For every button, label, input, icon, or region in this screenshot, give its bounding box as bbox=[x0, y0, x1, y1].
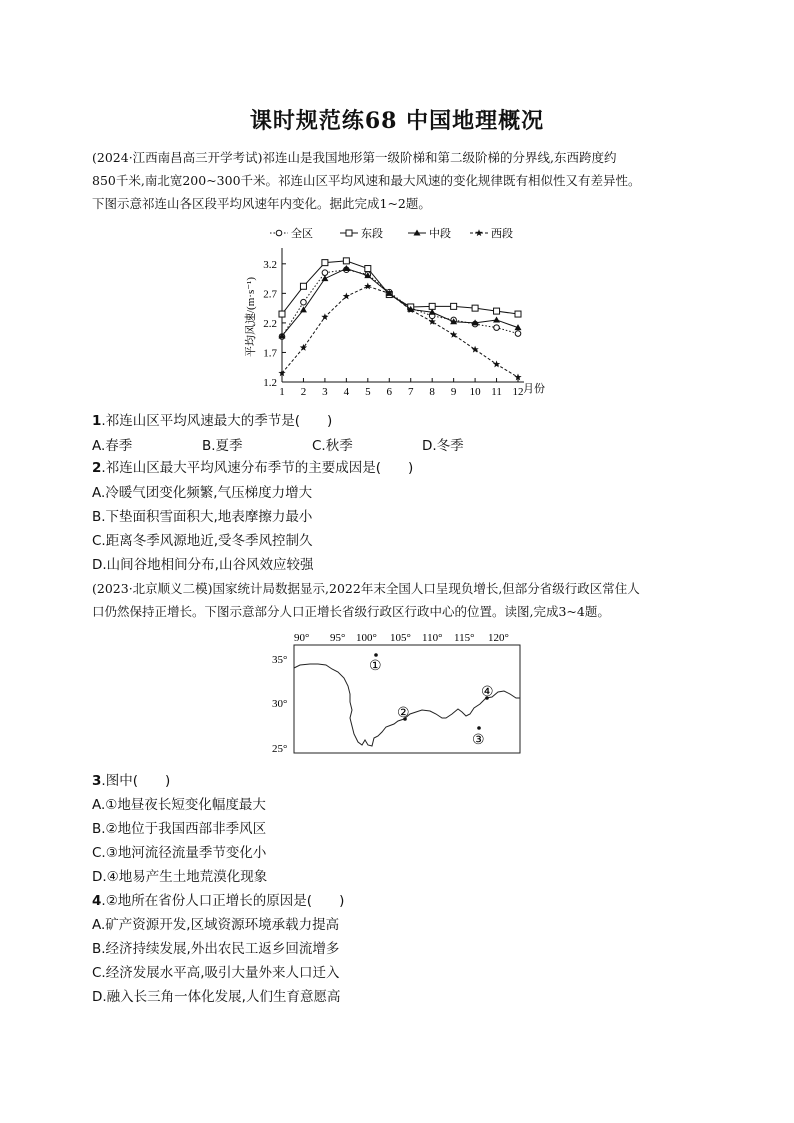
option-c[interactable]: C.距离冬季风源地近,受冬季风控制久 bbox=[92, 533, 313, 549]
point-3-marker bbox=[477, 726, 481, 730]
legend-item bbox=[340, 227, 383, 240]
china-map bbox=[266, 628, 526, 766]
y-tick-label: 3.2 bbox=[263, 258, 277, 271]
point-3-label: ③ bbox=[472, 733, 485, 748]
option-b[interactable]: B.②地位于我国西部非季风区 bbox=[92, 821, 267, 837]
point-2-label: ② bbox=[397, 706, 410, 721]
option-b[interactable]: B.下垫面积雪面积大,地表摩擦力最小 bbox=[92, 509, 313, 525]
lon-label: 90° bbox=[294, 632, 310, 644]
data-point bbox=[472, 305, 478, 311]
chart-axes bbox=[263, 248, 524, 398]
data-point bbox=[346, 230, 352, 236]
lat-label: 30° bbox=[272, 698, 288, 710]
data-point bbox=[321, 313, 328, 320]
data-point bbox=[321, 275, 328, 281]
x-tick-label: 9 bbox=[450, 386, 457, 398]
data-point bbox=[515, 331, 521, 337]
data-point bbox=[451, 303, 457, 309]
intro-paragraph-1 bbox=[92, 146, 702, 215]
question-number: 1 bbox=[92, 413, 102, 429]
lon-label: 110° bbox=[422, 632, 443, 644]
option-a[interactable]: A.春季 bbox=[92, 438, 133, 454]
data-point bbox=[429, 303, 435, 309]
x-tick-label: 12 bbox=[512, 386, 524, 398]
option-d[interactable]: D.冬季 bbox=[422, 438, 464, 454]
option-b[interactable]: B.夏季 bbox=[202, 438, 243, 454]
data-point bbox=[364, 282, 371, 289]
data-point bbox=[493, 316, 500, 322]
question-number: 3 bbox=[92, 773, 102, 789]
lat-label: 35° bbox=[272, 654, 288, 666]
x-tick-label: 1 bbox=[279, 386, 285, 398]
point-4-label: ④ bbox=[481, 685, 494, 700]
question-1-options bbox=[92, 434, 532, 454]
legend-item bbox=[408, 226, 451, 240]
option-b[interactable]: B.经济持续发展,外出农民工返乡回流增多 bbox=[92, 941, 340, 957]
x-tick-label: 6 bbox=[386, 386, 393, 398]
y-tick-label: 1.7 bbox=[263, 347, 277, 360]
option-c[interactable]: C.经济发展水平高,吸引大量外来人口迁入 bbox=[92, 965, 340, 981]
data-point bbox=[301, 299, 307, 305]
question-stem: .祁连山区最大平均风速分布季节的主要成因是( ) bbox=[101, 460, 414, 476]
y-tick-label: 2.2 bbox=[263, 317, 277, 330]
lon-label: 100° bbox=[356, 632, 377, 644]
question-stem: .②地所在省份人口正增长的原因是( ) bbox=[101, 893, 345, 909]
intro-line: 850千米,南北宽200~300千米。祁连山区平均风速和最大风速的变化规律既有相似性又有差异性。 bbox=[92, 173, 641, 188]
y-axis-label: 平均风速/(m·s⁻¹) bbox=[245, 277, 257, 357]
option-d[interactable]: D.④地易产生土地荒漠化现象 bbox=[92, 869, 268, 885]
data-point bbox=[475, 229, 482, 236]
legend-item bbox=[470, 227, 513, 240]
x-tick-label: 5 bbox=[365, 386, 371, 398]
point-1-marker bbox=[374, 653, 378, 657]
data-point bbox=[300, 306, 307, 312]
data-point bbox=[493, 360, 500, 367]
y-tick-label: 1.2 bbox=[263, 377, 277, 389]
option-d[interactable]: D.山间谷地相间分布,山谷风效应较强 bbox=[92, 557, 314, 573]
intro-paragraph-2 bbox=[92, 577, 702, 623]
question-number: 2 bbox=[92, 460, 102, 476]
lon-label: 120° bbox=[488, 632, 509, 644]
option-a[interactable]: A.矿产资源开发,区域资源环境承载力提高 bbox=[92, 917, 340, 933]
option-a[interactable]: A.冷暖气团变化频繁,气压梯度力增大 bbox=[92, 485, 313, 501]
x-tick-label: 10 bbox=[469, 386, 481, 398]
option-c[interactable]: C.③地河流径流量季节变化小 bbox=[92, 845, 267, 861]
question-4 bbox=[92, 891, 344, 911]
x-axis-label: 月份 bbox=[523, 383, 545, 395]
chart-legend bbox=[270, 226, 513, 240]
series-1 bbox=[279, 267, 521, 339]
x-tick-label: 2 bbox=[300, 386, 307, 398]
data-point bbox=[343, 258, 349, 264]
question-2 bbox=[92, 458, 413, 478]
intro-line: 口仍然保持正增长。下图示意部分人口正增长省级行政区行政中心的位置。读图,完成3~4题。 bbox=[92, 604, 610, 619]
option-d[interactable]: D.融入长三角一体化发展,人们生育意愿高 bbox=[92, 989, 341, 1005]
question-stem: .图中( ) bbox=[101, 773, 171, 789]
x-tick-label: 8 bbox=[429, 386, 435, 398]
data-point bbox=[276, 230, 282, 236]
intro-line: 下图示意祁连山各区段平均风速年内变化。据此完成1~2题。 bbox=[92, 196, 431, 211]
boundary-line bbox=[294, 664, 520, 746]
question-stem: .祁连山区平均风速最大的季节是( ) bbox=[101, 413, 333, 429]
data-point bbox=[300, 283, 306, 289]
legend-label: 全区 bbox=[291, 228, 313, 240]
lon-label: 95° bbox=[330, 632, 346, 644]
lon-label: 105° bbox=[390, 632, 411, 644]
x-tick-label: 7 bbox=[407, 386, 414, 398]
point-1-label: ① bbox=[369, 659, 382, 674]
intro-line: (2023·北京顺义二模)国家统计局数据显示,2022年末全国人口呈现负增长,但部分省级行政区常住人 bbox=[92, 581, 640, 596]
x-tick-label: 3 bbox=[322, 386, 328, 398]
data-point bbox=[494, 308, 500, 314]
y-tick-label: 2.7 bbox=[263, 288, 277, 301]
data-point bbox=[322, 260, 328, 266]
legend-item bbox=[270, 226, 313, 240]
x-tick-label: 4 bbox=[343, 386, 350, 398]
question-1 bbox=[92, 411, 332, 431]
x-tick-label: 11 bbox=[491, 386, 502, 398]
page-title: 课时规范练68 中国地理概况 bbox=[249, 108, 545, 134]
data-point bbox=[494, 325, 500, 331]
question-number: 4 bbox=[92, 893, 102, 909]
intro-line: (2024·江西南昌高三开学考试)祁连山是我国地形第一级阶梯和第二级阶梯的分界线,东西跨度约 bbox=[92, 150, 617, 165]
legend-label: 东段 bbox=[361, 228, 383, 240]
data-point bbox=[515, 311, 521, 317]
data-point bbox=[279, 311, 285, 317]
series-line bbox=[282, 270, 518, 337]
wind-speed-chart bbox=[240, 222, 560, 402]
series-2 bbox=[279, 258, 521, 317]
option-c[interactable]: C.秋季 bbox=[312, 438, 353, 454]
lon-label: 115° bbox=[454, 632, 475, 644]
data-point bbox=[322, 270, 328, 276]
chart-series bbox=[278, 258, 521, 380]
question-3 bbox=[92, 771, 170, 791]
series-4 bbox=[278, 282, 521, 380]
legend-label: 中段 bbox=[429, 228, 451, 240]
legend-label: 西段 bbox=[491, 228, 513, 240]
lat-label: 25° bbox=[272, 743, 288, 755]
data-point bbox=[365, 266, 371, 272]
option-a[interactable]: A.①地昼夜长短变化幅度最大 bbox=[92, 797, 266, 813]
series-line bbox=[282, 261, 518, 314]
